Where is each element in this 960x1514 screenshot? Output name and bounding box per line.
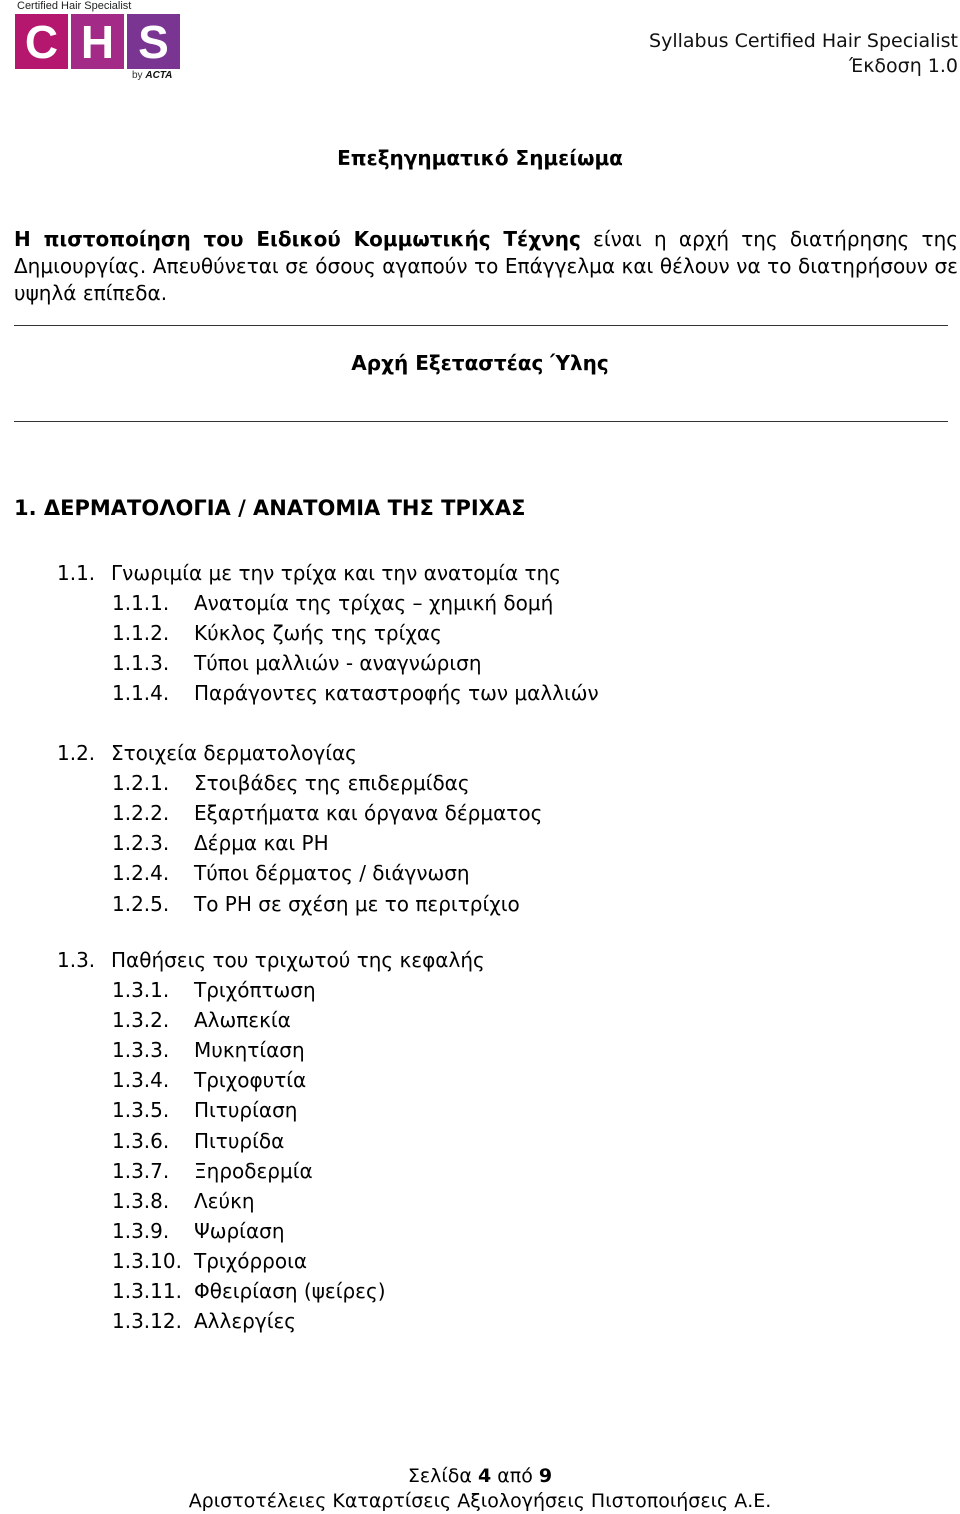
subsection-number: 1.3. (57, 948, 96, 972)
subsection-number: 1.1. (57, 561, 96, 585)
intro-bold: Η πιστοποίηση του Ειδικού Κομμωτικής Τέχνης (14, 227, 581, 251)
intro-text: είναι η αρχή της διατήρησης της Δημιουργίας. Απευθύνεται σε όσους αγαπούν το Επάγγελμα και θέλουν να το διατηρήσουν σε υψηλά επίπεδα. (14, 227, 958, 305)
topic-number: 1.3.5. (112, 1098, 170, 1122)
topic-title: Στοιβάδες της επιδερμίδας (194, 771, 470, 795)
page-total: 9 (538, 1465, 553, 1487)
logo-tagline: Certified Hair Specialist (17, 0, 132, 12)
topic-number: 1.3.3. (112, 1038, 170, 1062)
subsection-number: 1.2. (57, 741, 96, 765)
page-current: 4 (478, 1465, 492, 1487)
section-heading: 1. ΔΕΡΜΑΤΟΛΟΓΙΑ / ΑΝΑΤΟΜΙΑ ΤΗΣ ΤΡΙΧΑΣ (14, 496, 526, 520)
topic-title: Μυκητίαση (194, 1038, 305, 1062)
topic-number: 1.3.10. (112, 1249, 182, 1273)
exam-material-heading: Αρχή Εξεταστέας Ύλης (351, 351, 609, 375)
topic-number: 1.2.3. (112, 831, 170, 855)
topic-number: 1.2.5. (112, 892, 170, 916)
company-name: Αριστοτέλειες Καταρτίσεις Αξιολογήσεις Πιστοποιήσεις Α.Ε. (188, 1490, 772, 1512)
topic-title: Κύκλος ζωής της τρίχας (194, 621, 442, 645)
topic-title: Ανατομία της τρίχας – χημική δομή (194, 591, 554, 615)
topic-title: Ξηροδερμία (194, 1159, 313, 1183)
topic-number: 1.3.9. (112, 1219, 170, 1243)
topic-number: 1.3.11. (112, 1279, 182, 1303)
logo-letter-s: S (127, 14, 180, 69)
divider-top (14, 325, 948, 326)
topic-number: 1.3.2. (112, 1008, 170, 1032)
topic-title: Παράγοντες καταστροφής των μαλλιών (194, 681, 599, 705)
page-footer (0, 1464, 960, 1514)
header-syllabus-title: Syllabus Certified Hair Specialist (649, 30, 958, 52)
logo-by-acta (132, 70, 172, 81)
logo-letters (15, 14, 180, 69)
topic-title: Τριχόρροια (194, 1249, 308, 1273)
subsection-title: Γνωριμία με την τρίχα και την ανατομία της (111, 561, 561, 585)
logo-letter-h: H (71, 14, 124, 69)
topic-number: 1.3.12. (112, 1309, 182, 1333)
header-version: Έκδοση 1.0 (849, 55, 958, 77)
topic-title: Ψωρίαση (194, 1219, 285, 1243)
topic-number: 1.3.6. (112, 1129, 170, 1153)
topic-title: Το PH σε σχέση με το περιτρίχιο (194, 892, 520, 916)
topic-number: 1.2.1. (112, 771, 170, 795)
page-label: Σελίδα (407, 1465, 472, 1487)
logo-letter-c: C (15, 14, 68, 69)
document-header (649, 29, 958, 79)
topic-number: 1.3.7. (112, 1159, 170, 1183)
topic-title: Πιτυρίαση (194, 1098, 298, 1122)
topic-title: Εξαρτήματα και όργανα δέρματος (194, 801, 543, 825)
topic-title: Πιτυρίδα (194, 1129, 285, 1153)
topic-title: Αλωπεκία (194, 1008, 291, 1032)
intro-paragraph (14, 226, 958, 307)
topic-number: 1.3.4. (112, 1068, 170, 1092)
subsection-title: Παθήσεις του τριχωτού της κεφαλής (111, 948, 485, 972)
topic-number: 1.1.2. (112, 621, 170, 645)
topic-title: Τριχόπτωση (194, 978, 316, 1002)
topic-title: Αλλεργίες (194, 1309, 297, 1333)
topic-number: 1.1.3. (112, 651, 170, 675)
page-indicator (0, 1464, 960, 1489)
topic-number: 1.2.4. (112, 861, 170, 885)
topic-number: 1.1.4. (112, 681, 170, 705)
divider-bottom (14, 421, 948, 422)
topic-title: Δέρμα και PH (194, 831, 329, 855)
topic-title: Τύποι μαλλιών - αναγνώριση (194, 651, 482, 675)
topic-number: 1.1.1. (112, 591, 170, 615)
topic-number: 1.2.2. (112, 801, 170, 825)
logo-by-prefix: by (132, 70, 143, 81)
topic-number: 1.3.8. (112, 1189, 170, 1213)
page-title: Επεξηγηματικό Σημείωμα (337, 146, 623, 170)
logo-brand: ACTA (145, 70, 173, 81)
chs-logo (15, 0, 183, 84)
topic-number: 1.3.1. (112, 978, 170, 1002)
topic-title: Τύποι δέρματος / διάγνωση (194, 861, 470, 885)
page-sep: από (497, 1465, 533, 1487)
topic-title: Λεύκη (194, 1189, 255, 1213)
topic-title: Φθειρίαση (ψείρες) (194, 1279, 386, 1303)
subsection-title: Στοιχεία δερματολογίας (111, 741, 357, 765)
topic-title: Τριχοφυτία (194, 1068, 307, 1092)
